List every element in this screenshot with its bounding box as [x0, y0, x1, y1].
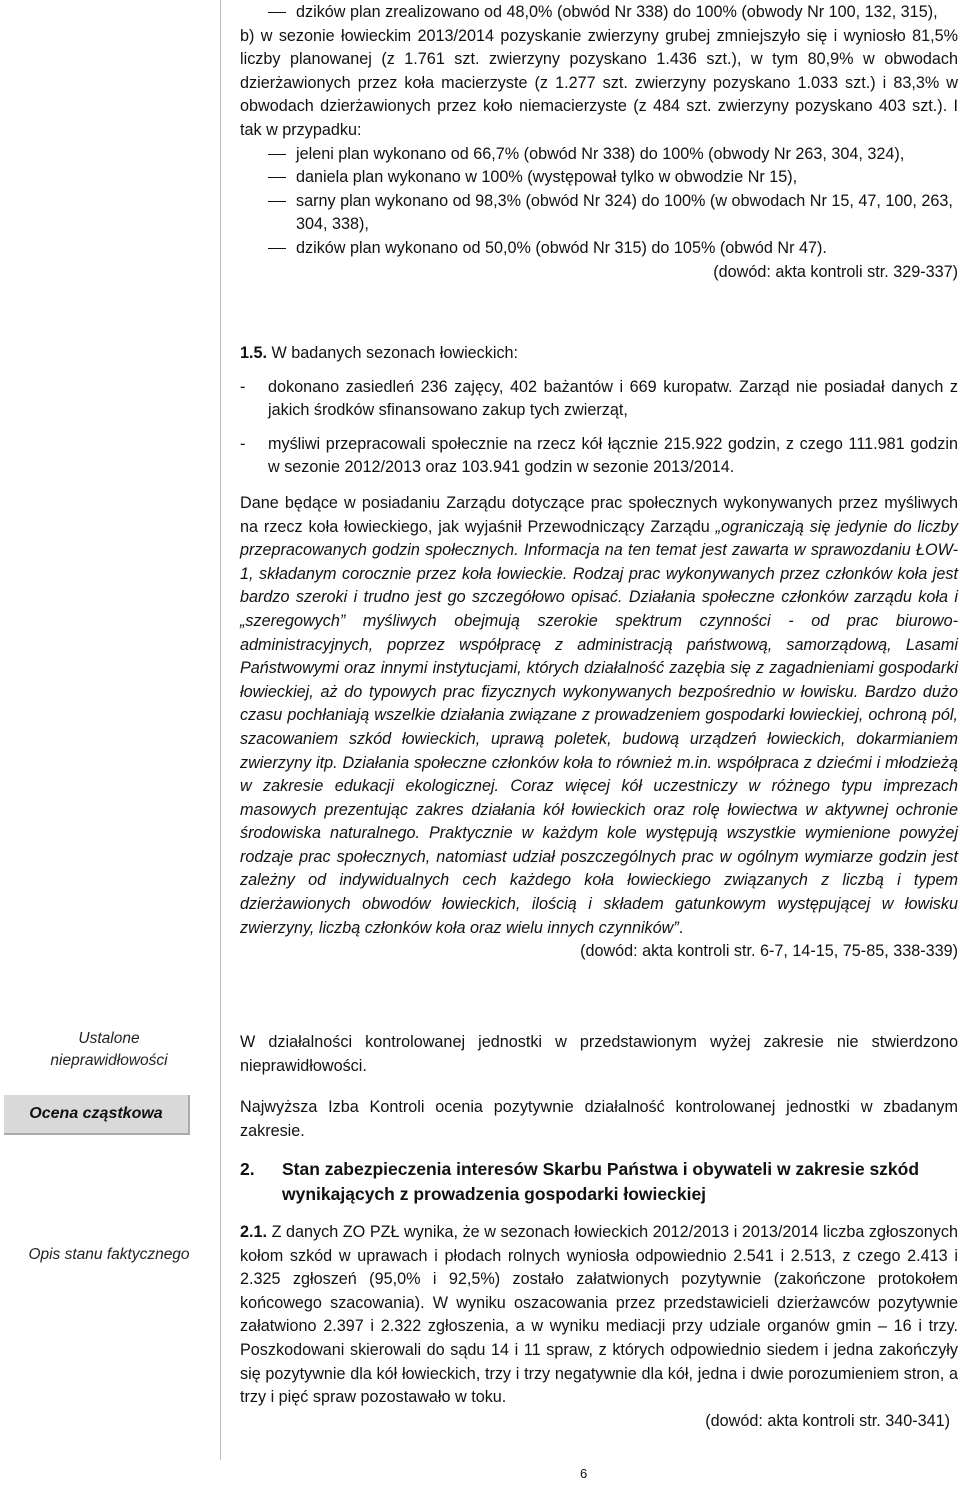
social-work-paragraph: Dane będące w posiadaniu Zarządu dotyczące prac społecznych wykonywanych przez myśliwych na rzecz koła łowieckiego, jak wyjaśnił Przewodniczący Zarządu „ograniczają się jedynie do liczby przepracowanych godzin społecznych. Informacja na ten temat jest zawarta w sprawozdaniu ŁOW-1, składanym corocznie przez koła łowieckie. Rodzaj prac wykonywanych przez członków koła jest bardzo szeroki i trudno jest go szczegółowo opisać. Działania społeczne członków zarządu koła i „szeregowych” myśliwych obejmują szerokie spektrum czynności - od prac biurowo-administracyjnych, poprzez współpracę z administracją państwową, samorządową, Lasami Państwowymi oraz innymi instytucjami, których działalność zazębia się z zagadnieniami gospodarki łowieckiej, aż do typowych prac fizycznych wykonywanych bezpośrednio w łowisku. Bardzo dużo czasu pochłaniają wszelkie działania związane z prowadzeniem gospodarki łowieckiej, ochroną pól, szacowaniem szkód łowieckich, uprawą poletek, budową urządzeń łowieckich, dokarmianiem zwierzyny itp. Działania społeczne członków koła to również m.in. współpraca z dziećmi i młodzieżą w zakresie edukacji ekologicznej. Coraz więcej kół uczestniczy w różnego typu imprezach masowych prezentując zakres działania kół łowieckich oraz rolę łowiectwa w aktywnej ochronie środowiska naturalnego. Praktycznie w każdym kole występują wszystkie wymienione powyżej rodzaje prac społecznych, natomiast udział poszczególnych prac w ogólnym wymiarze godzin jest zależny od indywidualnych cech każdego koła łowieckiego związanych z liczbą i typem dzierżawionych obwodów łowieckich, ilością i składem gatunkowym występującej w łowisku zwierzyny, liczbą członków koła oraz wielu innych czynników”. [240, 493, 958, 937]
hyphen-bullet: - [240, 434, 246, 453]
evidence-reference: (dowód: akta kontroli str. 340-341) [697, 1410, 950, 1434]
damages-paragraph: 2.1. Z danych ZO PZŁ wynika, że w sezonach łowieckich 2012/2013 i 2013/2014 liczba zgłoszonych kołom szkód w uprawach i płodach rolnych wyniosła odpowiednio 2.541 i 2.513, z czego 2.413 i 2.325 zgłoszeń (95,0% i 92,5%) zostało załatwionych pozytywnie (zakończone protokołem końcowego szacowania). W wyniku oszacowania przez przedstawicieli dzierżawców pozytywnie załatwiono 2.397 i 2.322 zgłoszenia, a w wyniku mediacji przy udziale organów gmin – 16 i trzy. Poszkodowani skierowali do sądu 14 i 11 spraw, z których odpowiednio siedem i jedna zakończyły się pozytywnie dla kół łowieckich, trzy i trzy negatywnie dla kół, jedna i dwie porozumieniem stron, a trzy i pięć spraw pozostawało w toku. [240, 1223, 958, 1407]
list-item: dzików plan zrealizowano od 48,0% (obwód Nr 338) do 100% (obwody Nr 100, 132, 315), [240, 1, 958, 25]
list-item: daniela plan wykonano w 100% (występował tylko w obwodzie Nr 15), [240, 166, 958, 190]
section-intro: 1.5. W badanych sezonach łowieckich: [240, 344, 519, 362]
sidebar-findings-label: Ustalone nieprawidłowości [50, 1030, 168, 1069]
assessment-section [240, 1096, 958, 1143]
sidebar-assessment-label: Ocena cząstkowa [4, 1095, 190, 1135]
evidence-reference: (dowód: akta kontroli str. 6-7, 14-15, 75-85, 338-339) [580, 942, 958, 961]
section-title: Stan zabezpieczenia interesów Skarbu Państwa i obywateli w zakresie szkód wynikających z prowadzenia gospodarki łowieckiej [282, 1159, 920, 1204]
section-number: 2. [240, 1159, 255, 1179]
list-item: jeleni plan wykonano od 66,7% (obwód Nr 338) do 100% (obwody Nr 263, 304, 324), [240, 143, 958, 167]
paragraph-b: b) w sezonie łowieckim 2013/2014 pozyskanie zwierzyny grubej zmniejszyło się i wyniosło 81,5% liczby planowanej (z 1.761 szt. zwierzyny pozyskano 1.436 szt.), w tym 80,9% w obwodach dzierżawionych przez koła macierzyste (z 1.277 szt. zwierzyny pozyskano 1.033 szt.) i 83,3% w obwodach dzierżawionych przez koło niemacierzyste (z 484 szt. zwierzyny pozyskano 403 szt.). I tak w przypadku: [240, 26, 958, 139]
dash-bullet [268, 177, 286, 178]
findings-section [240, 1031, 958, 1078]
list-item: - myśliwi przepracowali społecznie na rzecz kół łącznie 215.922 godzin, z czego 111.981 godzin w sezonie 2012/2013 oraz 103.941 godzin w sezonie 2013/2014. [240, 434, 958, 477]
section-2-heading [240, 1157, 958, 1207]
dash-bullet [268, 154, 286, 155]
page-number: 6 [580, 1466, 588, 1481]
list-item: sarny plan wykonano od 98,3% (obwód Nr 324) do 100% (w obwodach Nr 15, 47, 100, 263, 304, 338), [240, 190, 958, 237]
hunting-plan-block [240, 1, 958, 284]
findings-text: W działalności kontrolowanej jednostki w przedstawionym wyżej zakresie nie stwierdzono nieprawidłowości. [240, 1033, 958, 1075]
section-number: 2.1. [240, 1223, 268, 1241]
hyphen-bullet: - [240, 377, 246, 396]
list-item: dzików plan wykonano od 50,0% (obwód Nr 315) do 105% (obwód Nr 47). [240, 237, 958, 261]
sidebar-facts-label: Opis stanu faktycznego [28, 1246, 190, 1263]
section-2-1 [240, 1221, 958, 1430]
section-1-5 [240, 342, 958, 964]
dash-bullet [268, 248, 286, 249]
section-number: 1.5. [240, 344, 268, 362]
dash-bullet [268, 12, 286, 13]
assessment-text: Najwyższa Izba Kontroli ocenia pozytywnie działalność kontrolowanej jednostki w zbadanym zakresie. [240, 1098, 958, 1140]
dash-bullet [268, 201, 286, 202]
evidence-reference: (dowód: akta kontroli str. 329-337) [713, 262, 958, 281]
quoted-explanation: „ograniczają się jedynie do liczby przepracowanych godzin społecznych. Informacja na ten temat jest zawarta w sprawozdaniu ŁOW-1, składanym corocznie przez koła łowieckie. Rodzaj prac wykonywanych przez członków koła jest bardzo szeroki i trudno jest go szczegółowo opisać. Działania społeczne członków zarządu koła i „szeregowych” myśliwych obejmują szerokie spektrum czynności - od prac biurowo-administracyjnych, poprzez współpracę z administracją państwową, samorządową, Lasami Państwowymi oraz innymi instytucjami, których działalność zazębia się z zagadnieniami gospodarki łowieckiej, aż do typowych prac fizycznych wykonywanych bezpośrednio w łowisku. Bardzo dużo czasu pochłaniają wszelkie działania związane z prowadzeniem gospodarki łowieckiej, ochroną pól, szacowaniem szkód łowieckich, uprawą poletek, budową urządzeń łowieckich, dokarmianiem zwierzyny itp. Działania społeczne członków koła to również m.in. współpraca z dziećmi i młodzieżą w zakresie edukacji ekologicznej. Coraz więcej kół uczestniczy w różnego typu imprezach masowych prezentując zakres działania kół łowieckich oraz rolę łowiectwa w aktywnej ochronie środowiska naturalnego. Praktycznie w każdym kole występują wszystkie wymienione powyżej rodzaje prac społecznych, natomiast udział poszczególnych prac w ogólnym wymiarze godzin jest zależny od indywidualnych cech każdego koła łowieckiego związanych z liczbą i typem dzierżawionych obwodów łowieckich, ilością i składem gatunkowym występującej w łowisku zwierzyny, liczbą członków koła oraz wielu innych czynników” [240, 517, 958, 937]
list-item: - dokonano zasiedleń 236 zajęcy, 402 bażantów i 669 kuropatw. Zarząd nie posiadał danych z jakich środków sfinansowano zakup tych zwierząt, [240, 377, 958, 420]
margin-divider [220, 0, 221, 1460]
